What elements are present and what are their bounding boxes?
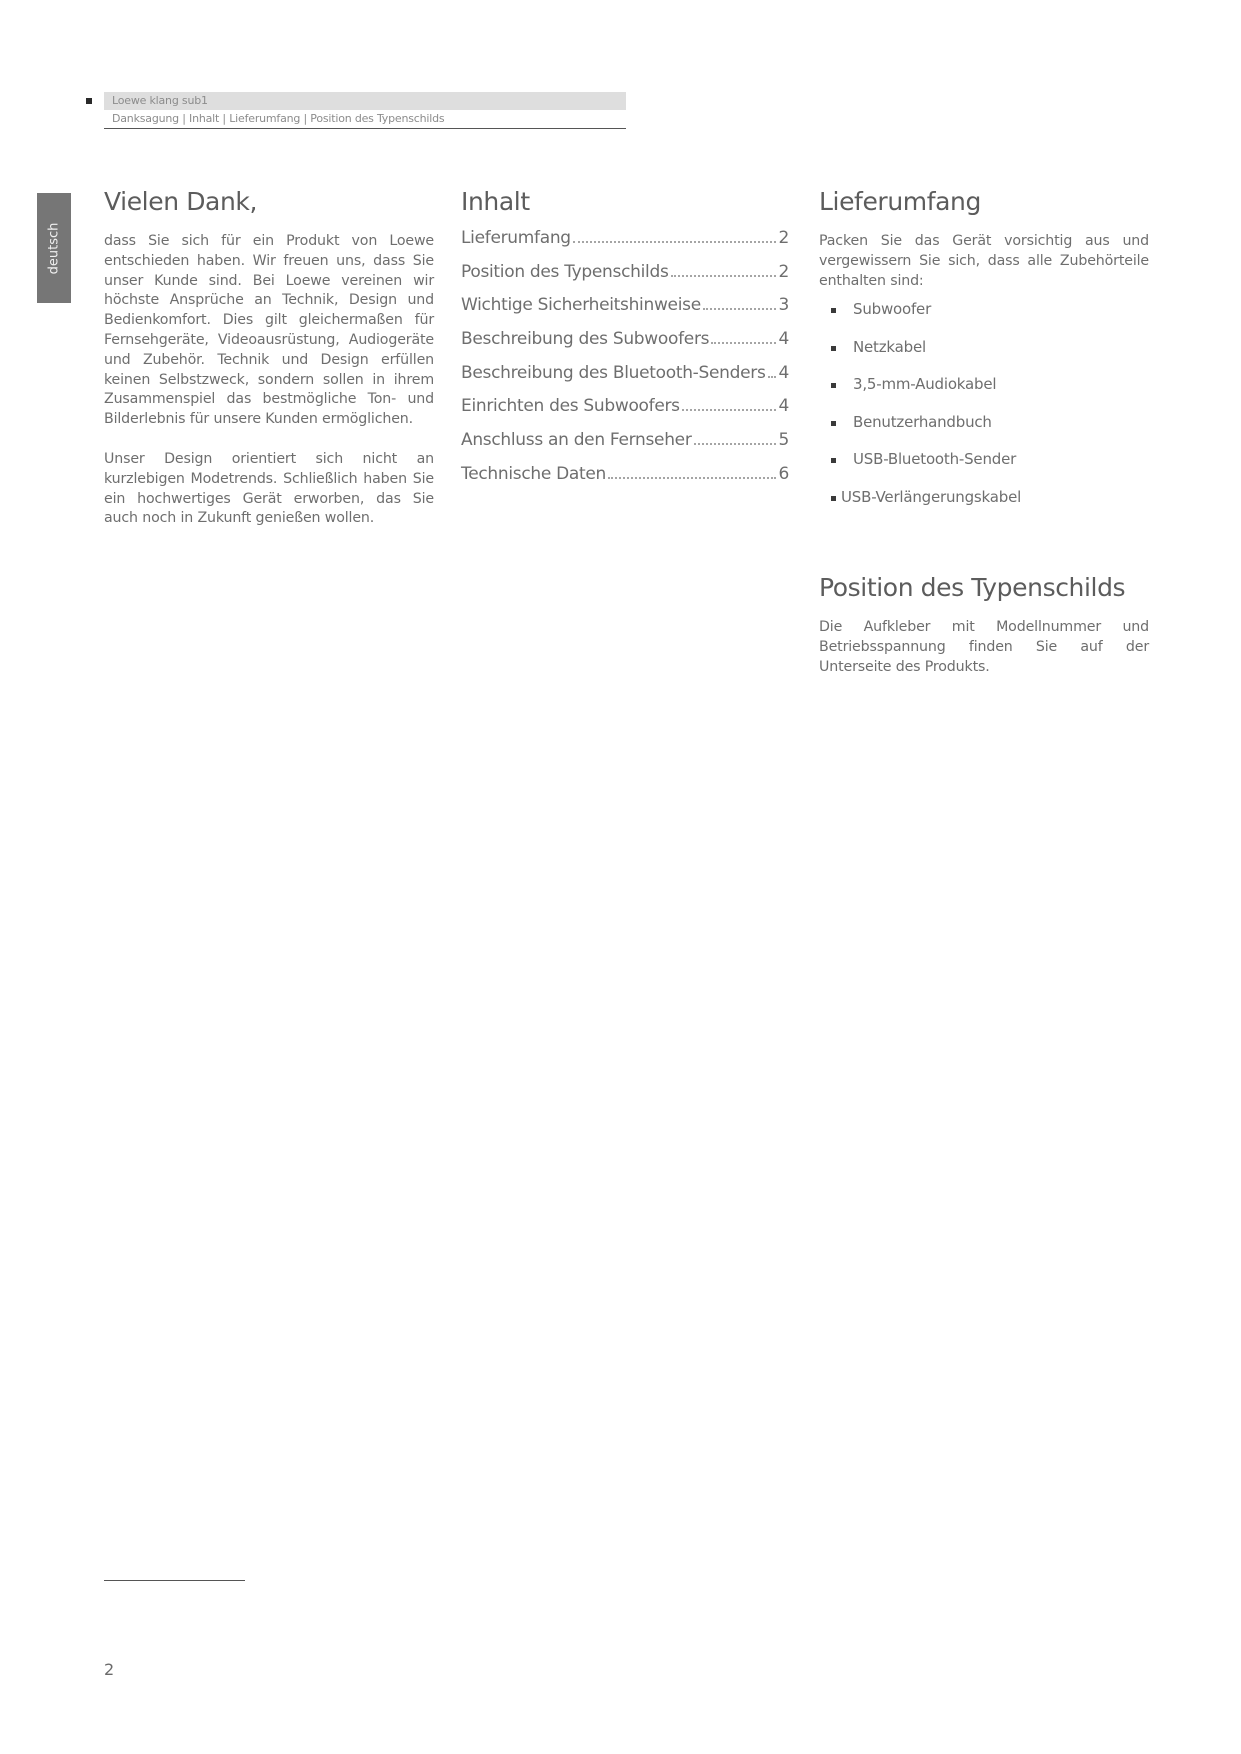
toc-leader <box>671 275 777 277</box>
toc-entry-label: Lieferumfang <box>461 228 571 248</box>
toc-leader <box>573 241 777 243</box>
footnote-divider <box>104 1580 245 1581</box>
list-item-label: Netzkabel <box>853 337 926 356</box>
toc-entry-page: 4 <box>778 396 789 417</box>
toc-leader <box>682 409 777 411</box>
thanks-heading: Vielen Dank, <box>104 187 258 216</box>
list-item <box>819 488 1021 526</box>
toc-entry[interactable] <box>461 464 789 498</box>
thanks-body <box>104 232 434 529</box>
toc-entry-page: 4 <box>778 362 789 383</box>
toc-entry-label: Wichtige Sicherheitshinweise <box>461 295 701 316</box>
language-tab-label: deutsch <box>46 222 62 274</box>
toc-entry-page: 6 <box>778 463 789 484</box>
list-item-label: USB-Bluetooth-Sender <box>853 450 1017 469</box>
bullet-icon <box>831 308 836 313</box>
list-item-label: Subwoofer <box>853 300 932 318</box>
toc-entry-page: 2 <box>778 261 789 282</box>
toc-entry-label: Position des Typenschilds <box>461 261 669 282</box>
list-item-label: 3,5-mm-Audiokabel <box>853 375 997 394</box>
toc-entry[interactable] <box>461 262 789 296</box>
toc-entry[interactable] <box>461 228 789 262</box>
thanks-paragraph-2: Unser Design orientiert sich nicht an kurzlebigen Modetrends. Schließlich haben Sie ein hochwertiges Gerät erworben, das Sie auch noch in Zukunft genießen wollen. <box>104 450 434 527</box>
thanks-paragraph-1: dass Sie sich für ein Produkt von Loewe entschieden haben. Wir freuen uns, dass Sie unser Kunde sind. Bei Loewe vereinen wir höchste Ansprüche an Technik, Design und Bedienkomfort. Dies gilt gleichermaßen für Fernsehgeräte, Videoausrüstung, Audiogeräte und Zubehör. Technik und Design erfüllen keinen Selbstzweck, sondern sollen in ihrem Zusammenspiel das bestmögliche Ton- und Bilderlebnis für unsere Kunden ermöglichen. <box>104 233 434 428</box>
toc-entry-page: 3 <box>778 295 789 316</box>
toc-entry[interactable] <box>461 329 789 363</box>
delivery-intro: Packen Sie das Gerät vorsichtig aus und vergewissern Sie sich, dass alle Zubehörteile enthalten sind: <box>819 233 1149 289</box>
header-divider <box>104 128 626 129</box>
table-of-contents <box>461 228 789 498</box>
delivery-list <box>819 300 1021 526</box>
list-item <box>819 450 1021 488</box>
toc-entry-page: 4 <box>778 329 789 350</box>
toc-entry-label: Beschreibung des Subwoofers <box>461 329 710 350</box>
toc-leader <box>703 308 777 310</box>
toc-entry-page: 5 <box>778 430 789 451</box>
bullet-icon <box>831 346 836 351</box>
language-tab <box>37 193 71 303</box>
toc-leader <box>711 342 776 344</box>
bullet-icon <box>831 496 836 501</box>
toc-leader <box>768 376 777 378</box>
toc-entry[interactable] <box>461 363 789 397</box>
document-title: Loewe klang sub1 <box>112 94 208 107</box>
toc-entry-label: Beschreibung des Bluetooth-Senders <box>461 362 766 383</box>
toc-leader <box>694 443 777 445</box>
bullet-icon <box>831 421 836 426</box>
toc-entry[interactable] <box>461 430 789 464</box>
bullet-icon <box>831 383 836 388</box>
toc-entry-label: Einrichten des Subwoofers <box>461 396 680 417</box>
toc-entry-label: Anschluss an den Fernseher <box>461 430 692 451</box>
header-bullet <box>86 98 92 104</box>
list-item <box>819 375 1021 413</box>
delivery-heading: Lieferumfang <box>819 187 981 216</box>
section-breadcrumb: Danksagung | Inhalt | Lieferumfang | Position des Typenschilds <box>112 112 445 125</box>
list-item <box>819 300 1021 338</box>
toc-entry-page: 2 <box>778 228 789 248</box>
toc-entry[interactable] <box>461 396 789 430</box>
toc-entry[interactable] <box>461 295 789 329</box>
contents-heading: Inhalt <box>461 187 530 216</box>
bullet-icon <box>831 458 836 463</box>
list-item-label: USB-Verlängerungskabel <box>841 487 1022 506</box>
page-number: 2 <box>104 1660 115 1679</box>
list-item <box>819 413 1021 451</box>
toc-entry-label: Technische Daten <box>461 463 607 484</box>
list-item <box>819 338 1021 376</box>
toc-leader <box>608 477 776 479</box>
list-item-label: Benutzerhandbuch <box>853 412 992 431</box>
type-plate-text: Die Aufkleber mit Modellnummer und Betriebsspannung finden Sie auf der Unterseite des Produkts. <box>819 619 1149 675</box>
type-plate-heading: Position des Typenschilds <box>819 573 1126 602</box>
